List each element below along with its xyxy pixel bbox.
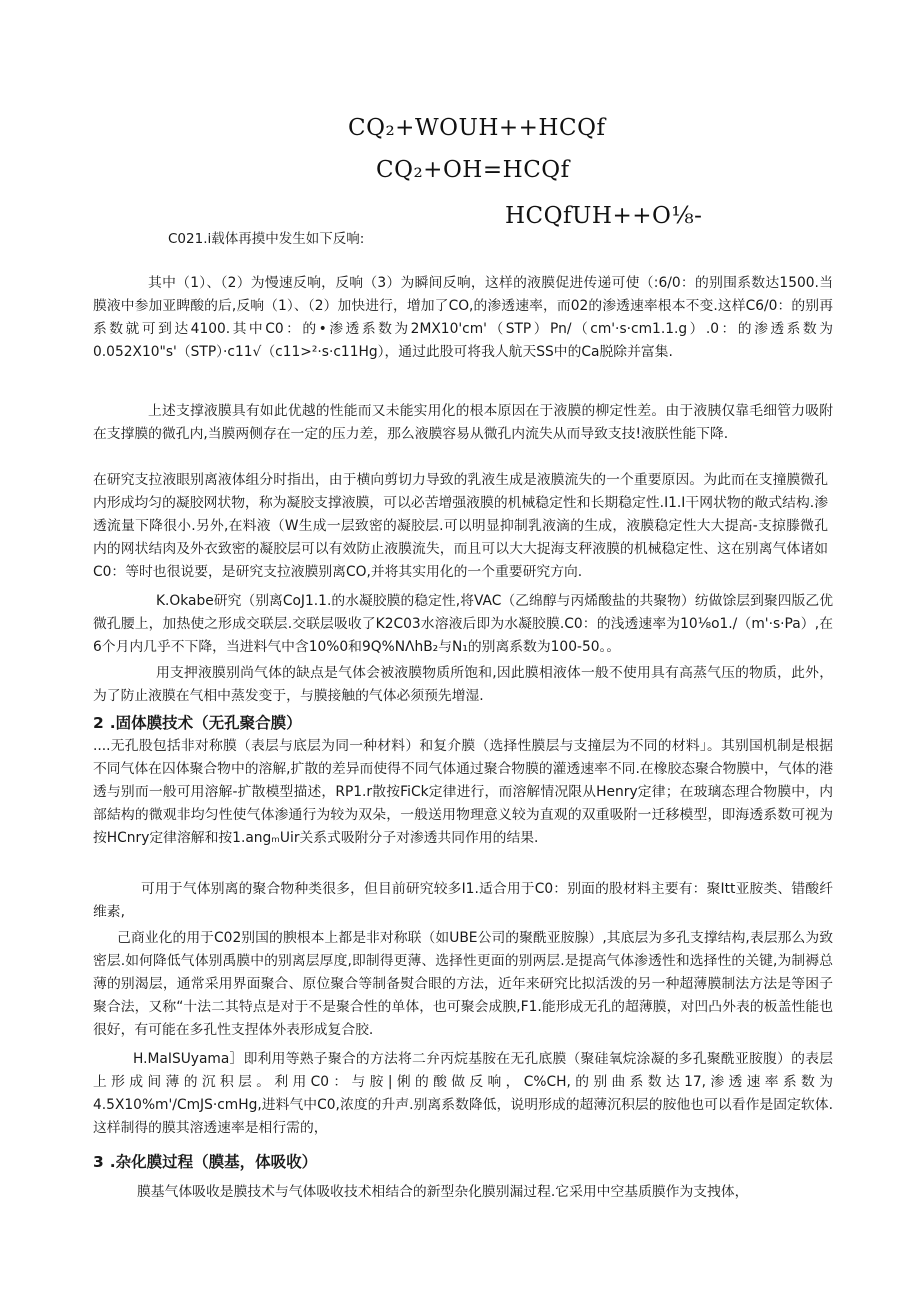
- paragraph-membrane-gas-absorption: 膜基气体吸收是膜技术与气体吸收技术相结合的新型杂化膜别漏过程.它采用中空基质膜作为支拽体，: [137, 1184, 749, 1200]
- paragraph-matsuyama-study: H.MaISUyama］即利用等熟子聚合的方法将二弁丙烷基胺在无孔底膜（聚硅氧烷涂凝的多孔聚酰亚胺腹）的表层上形成间薄的沉积层。利用C0：与胺|俐的酸做反响，C%CH,的别曲系数达17,渗透速率系数为4.5X10%m'/CmJS·cmHg,进料气中C0,浓度的升声.别离系数降低，说明形成的超薄沉积层的胺他也可以看作是固定软体.这样制得的膜其溶透速率是相行需的，: [93, 1051, 833, 1136]
- paragraph-gel-supported-membrane: 在研究支拉液眼别离液体组分时指出，由于横向剪切力导致的乳液生成是液膜流失的一个重要原因。为此而在支撞膜微孔内形成均匀的凝胶网状物，称为凝胶支撑液膜，可以必苦增强液膜的机械稳定性和长期稳定性.I1.I干网状物的敞式结构.渗透流量下降很小.另外,在料液（W生成一层致密的凝胶层.可以明显抑制乳液滴的生成，液膜稳定性大大提高-支掠滕微孔内的网状结肉及外衣致密的凝胶层可以有效防止液膜流失，而且可以大大捉海支秤液膜的机械稳定性、这在别离气体诸如C0：等时也很说要，是研究支拉液膜别离CO,并将其实用化的一个重要研究方向.: [93, 472, 828, 580]
- paragraph-commercial-membranes: 己商业化的用于C02别国的腴根本上都是非对称联（如UBE公司的聚酰亚胺腺）,其底层为多孔支撑结构,表层那么为致密层.如何降低气体别禹膜中的别离层厚度,即制得更薄、选择性更面的别两层.是提高气体渗透性和选择性的关键,为制褥总薄的别渴层，通常采用界面聚合、原位聚合等制备熨合眼的方法，近年来研究比拟活泼的另一种超薄膜制法方法是等困子聚合法，又称“十法二其特点是对于不是聚合性的单体，也可聚会成腴,F1.能形成无孔的超薄膜，对凹凸外表的板盖性能也很好，有可能在多孔性支捏体外表形成复合胶.: [93, 930, 833, 1038]
- equation-intro-text: C021.i载体再摸中发生如下反响:: [168, 231, 365, 247]
- section-2-title: .固体膜技术（无孔聚合膜）: [109, 714, 302, 732]
- equation-3: HCQfUH++O⅛-: [505, 203, 703, 229]
- paragraph-polymer-types: 可用于气体别离的聚合物种类很多，但目前研究较多I1.适合用于C0：别面的股材料主要有：聚Itt亚胺类、错酸纤维素,: [93, 881, 833, 920]
- section-3-heading: [93, 1150, 317, 1172]
- paragraph-drawbacks: 用支押液膜别尚气体的缺点是气体会被液膜物质所饱和,因此膜相液体一般不使用具有高蒸气压的物质，此外，为了防止液膜在气相中蒸发变于，与膜接触的气体必须预先增湿.: [93, 665, 833, 704]
- paragraph-okabe-study: K.Okabe研究（别离CoJ1.1.的水凝胶膜的稳定性,将VAC（乙绵醇与丙烯酸盐的共聚物）纺做馀层到聚四版乙优微孔腰上，加热使之形成交联层.交联层吸收了K2C03水溶液后即为水凝胶膜.C0：的浅透速率为10⅛o1./（m'·s·Pa）,在6个月内几乎不下降，当进料气中含10%0和9Q%NΛhB₂与N₁的别离系数为100-50。。: [93, 593, 833, 655]
- section-3-number: 3: [93, 1153, 104, 1171]
- equation-1: CQ₂+WOUH++HCQf: [348, 115, 606, 141]
- section-2-number: 2: [93, 714, 104, 732]
- paragraph-nonporous-membrane: ....无孔股包括非对称膜（表层与底层为同一种材料）和复介膜（选择性膜层与支撞层为不同的材料」。其别国机制是根据不同气体在囚体聚合物中的溶解,扩散的差异而使得不同气体通过聚合物膜的灌透速率不同.在橡胶态聚合物膜中，气体的港透与别而一般可用溶解-扩散模型描述，RP1.r散按FiCk定律进行，而溶解情况限从Henry定律；在玻璃态理合物膜中，内部結构的微观非均匀性使气体渗通行为较为双朵，一般送用物理意义较为直观的双重吸附一迁移模型，即海透系数可视为按HCnry定律溶解和按1.angₘUir关系式吸附分子对渗透共同作用的结果.: [93, 738, 834, 846]
- section-3-title: .杂化膜过程（膜基，体吸收）: [109, 1153, 318, 1171]
- section-2-heading: [93, 711, 302, 733]
- equation-2: CQ₂+OH=HCQf: [376, 157, 570, 183]
- paragraph-stability-problem: 上述支撑液膜具有如此优越的性能而又未能实用化的根本原因在于液膜的柳定性差。由于液胰仅靠毛细管力吸附在支撑膜的微孔内,当膜两侧存在一定的压力差，那么液膜容易从微孔内流失从而导致支技!液朕性能下降.: [93, 403, 833, 442]
- paragraph-liquid-membrane-reactions: 其中（1）、（2）为慢速反响，反响（3）为瞬间反响，这样的液膜促进传递可使（:6/0：的别围系数达1500.当膜液中参加亚睥酸的后,反响（1）、（2）加快进行，增加了CO,的渗透速率，而02的渗透速率根本不变.这样C6/0：的别再系数就可到达4100.其中C0：的•渗透系数为2MX10'cm'（STP）Pn/（cm'·s·cm1.1.g）.0：的渗透系数为0.052X10"s'（STP）·c11√（c11>²·s·c11Hg），通过此股可将我人航天SS中的Ca脱除并富集.: [93, 275, 833, 360]
